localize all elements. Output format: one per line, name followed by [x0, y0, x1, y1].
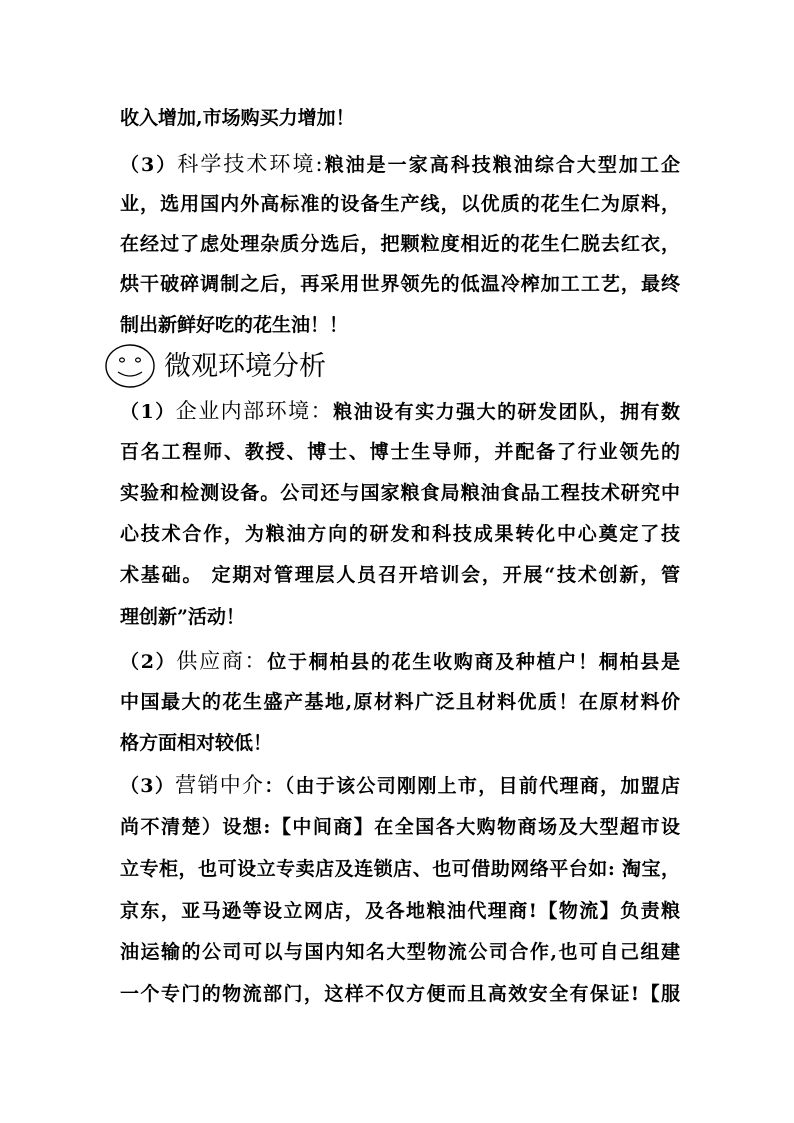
marketing-line-2: 尚不清楚）设想:【中间商】在全国各大购物商场及大型超市设 — [120, 816, 680, 838]
micro-heading-row — [104, 342, 524, 392]
internal-number: （1） — [120, 401, 176, 423]
marketing-line-3: 立专柜，也可设立专卖店及连锁店、也可借助网络平台如: 淘宝， — [120, 858, 680, 880]
marketing-line-1 — [120, 773, 680, 798]
internal-line-3: 实验和检测设备。公司还与国家粮食局粮油食品工程技术研究中 — [120, 482, 680, 504]
marketing-line-6: 一个专门的物流部门，这样不仅方便而且高效安全有保证!【服 — [120, 983, 680, 1005]
tech-env-number: （3） — [120, 154, 178, 176]
tech-env-line-5: 制出新鲜好吃的花生油！！ — [120, 314, 349, 336]
smiley-face-icon — [104, 343, 156, 389]
supplier-line-1 — [120, 649, 680, 674]
tech-env-line-2: 业，选用国内外高标准的设备生产线，以优质的花生仁为原料， — [120, 193, 680, 215]
supplier-text-1: 位于桐柏县的花生收购商及种植户！桐柏县是 — [267, 651, 680, 673]
internal-line-6: 理创新”活动！ — [120, 606, 245, 628]
tech-env-line-4: 烘干破碎调制之后，再采用世界领先的低温冷榨加工工艺，最终 — [120, 273, 680, 295]
supplier-number: （2） — [120, 651, 177, 673]
intro-line: 收入增加,市场购买力增加！ — [120, 107, 355, 129]
internal-line-5: 术基础。 定期对管理层人员召开培训会，开展“技术创新，管 — [120, 564, 680, 586]
marketing-line-4: 京东，亚马逊等设立网店，及各地粮油代理商!【物流】负责粮 — [120, 900, 680, 922]
internal-title: 企业内部环境： — [175, 399, 334, 423]
tech-env-text-1: 粮油是一家高科技粮油综合大型加工企 — [322, 154, 680, 176]
tech-env-title: 科学技术环境: — [177, 152, 323, 176]
internal-text-1: 粮油设有实力强大的研发团队，拥有数 — [333, 401, 680, 423]
marketing-title: 营销中介 — [175, 773, 265, 797]
marketing-text-1: ：（由于该公司刚刚上市，目前代理商，加盟店 — [264, 775, 680, 797]
tech-env-line-3: 在经过了虑处理杂质分选后，把颗粒度相近的花生仁脱去红衣， — [120, 233, 680, 255]
tech-env-line-1 — [120, 152, 680, 177]
internal-line-1 — [120, 399, 680, 424]
supplier-line-2: 中国最大的花生盛产基地,原材料广泛且材料优质！在原材料价 — [120, 691, 680, 713]
supplier-title: 供应商： — [176, 649, 268, 673]
supplier-line-3: 格方面相对较低！ — [120, 732, 273, 754]
internal-line-2: 百名工程师、教授、博士、博士生导师，并配备了行业领先的 — [120, 441, 680, 463]
micro-env-heading: 微观环境分析 — [164, 351, 326, 382]
marketing-number: （3） — [120, 775, 176, 797]
marketing-line-5: 油运输的公司可以与国内知名大型物流公司合作,也可自己组建 — [120, 941, 680, 963]
internal-line-4: 心技术合作，为粮油方向的研发和科技成果转化中心奠定了技 — [120, 523, 680, 545]
